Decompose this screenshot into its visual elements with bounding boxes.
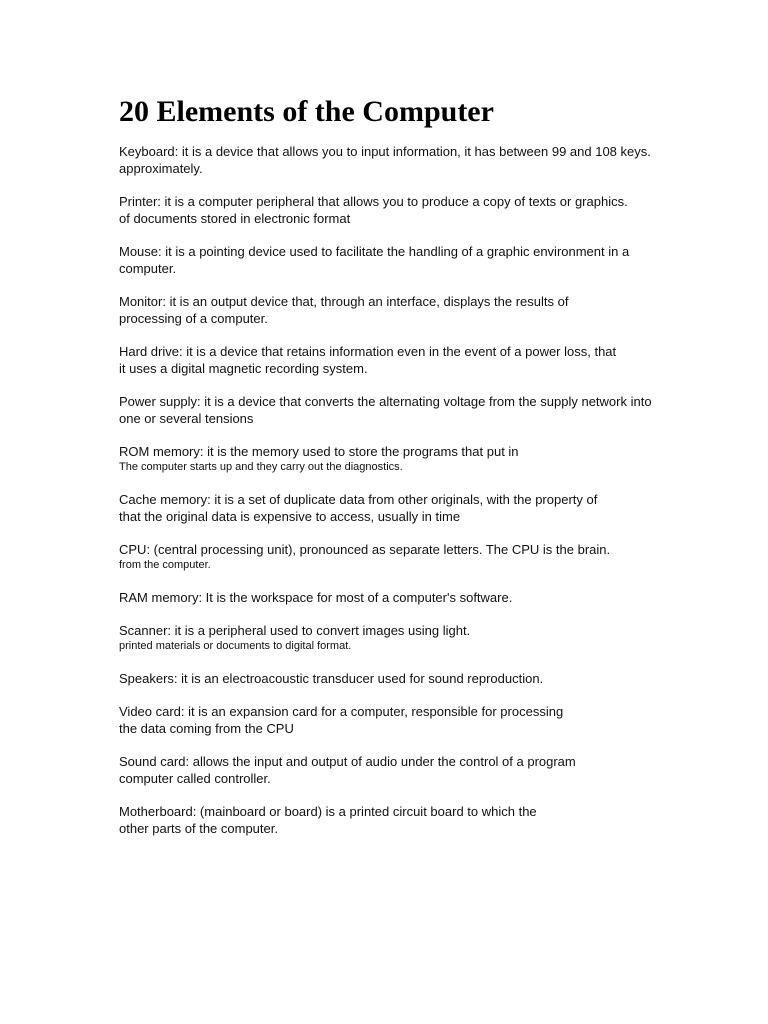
entry-hard-drive	[119, 343, 749, 377]
entry-line: the data coming from the CPU	[119, 721, 294, 736]
entry-line: Printer: it is a computer peripheral that allows you to produce a copy of texts or graphics.	[119, 194, 628, 209]
entry-cpu	[119, 541, 749, 573]
entry-line: Motherboard: (mainboard or board) is a printed circuit board to which the	[119, 804, 537, 819]
entry-monitor	[119, 293, 749, 327]
entry-line: computer.	[119, 261, 177, 276]
entry-sound-card	[119, 753, 749, 787]
entry-line: Cache memory: it is a set of duplicate data from other originals, with the property of	[119, 492, 598, 507]
entry-mouse	[119, 243, 749, 277]
entry-line: Hard drive: it is a device that retains information even in the event of a power loss, that	[119, 344, 617, 359]
entry-cache-memory	[119, 491, 749, 525]
entry-rom-memory	[119, 443, 749, 475]
entry-line: Mouse: it is a pointing device used to facilitate the handling of a graphic environment in a	[119, 244, 630, 259]
entry-line: computer called controller.	[119, 771, 271, 786]
entry-list	[119, 143, 749, 853]
entry-line: from the computer.	[119, 559, 211, 571]
entry-line: Monitor: it is an output device that, through an interface, displays the results of	[119, 294, 569, 309]
entry-line: The computer starts up and they carry out the diagnostics.	[119, 461, 403, 473]
entry-line: ROM memory: it is the memory used to store the programs that put in	[119, 444, 519, 459]
entry-ram-memory	[119, 589, 749, 606]
entry-line: printed materials or documents to digital format.	[119, 640, 352, 652]
page-title: 20 Elements of the Computer	[119, 95, 494, 128]
document-page	[119, 0, 749, 1024]
entry-line: of documents stored in electronic format	[119, 211, 351, 226]
entry-line: one or several tensions	[119, 411, 254, 426]
entry-line: approximately.	[119, 161, 203, 176]
entry-printer	[119, 193, 749, 227]
entry-line: other parts of the computer.	[119, 821, 278, 836]
entry-line: processing of a computer.	[119, 311, 268, 326]
entry-video-card	[119, 703, 749, 737]
entry-line: Speakers: it is an electroacoustic transducer used for sound reproduction.	[119, 671, 544, 686]
entry-line: RAM memory: It is the workspace for most of a computer's software.	[119, 590, 513, 605]
entry-line: Video card: it is an expansion card for a computer, responsible for processing	[119, 704, 564, 719]
entry-keyboard	[119, 143, 749, 177]
entry-scanner	[119, 622, 749, 654]
entry-line: Scanner: it is a peripheral used to convert images using light.	[119, 623, 471, 638]
entry-line: it uses a digital magnetic recording system.	[119, 361, 368, 376]
entry-line: Power supply: it is a device that converts the alternating voltage from the supply network into	[119, 394, 652, 409]
entry-line: CPU: (central processing unit), pronounced as separate letters. The CPU is the brain.	[119, 542, 611, 557]
entry-speakers	[119, 670, 749, 687]
entry-motherboard	[119, 803, 749, 837]
entry-power-supply	[119, 393, 749, 427]
entry-line: Sound card: allows the input and output of audio under the control of a program	[119, 754, 576, 769]
entry-line: that the original data is expensive to access, usually in time	[119, 509, 461, 524]
entry-line: Keyboard: it is a device that allows you to input information, it has between 99 and 108 keys.	[119, 144, 651, 159]
